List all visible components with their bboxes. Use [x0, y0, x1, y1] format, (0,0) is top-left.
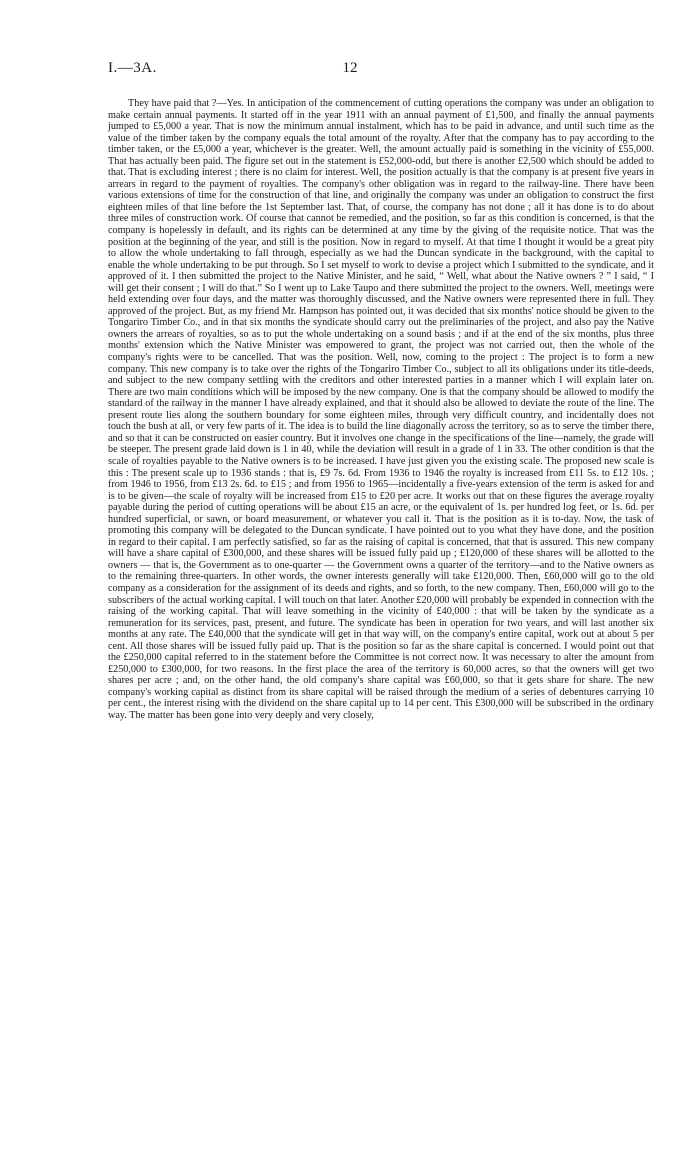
page-number: 12	[342, 60, 358, 76]
document-reference: I.—3A.	[108, 60, 157, 76]
body-paragraph: They have paid that ?—Yes. In anticipation of the commencement of cutting operations the company was under an obligation to make certain annual payments. It started off in the year 1911 with an annual payment of £1,500, and finally the annual payments jumped to £5,000 a year. That is now the minimum annual instalment, which has to be paid in advance, and until such time as the value of the timber taken by the company equals the total amount of the royalty. After that the company has to pay according to the timber taken, or the £5,000 a year, whichever is the greater. Well, the amount actually paid is something in the vicinity of £55,000. That has actually been paid. The figure set out in the statement is £52,000-odd, but there is another £2,500 which should be added to that. That is excluding interest ; there is no claim for interest. Well, the position actually is that the company is at present five years in arrears in regard to the payment of royalties. The company's other obligation was in regard to the railway-line. There have been various extensions of time for the construction of that line, and originally the company was under an obligation to construct the first eighteen miles of that line before the 1st September last. That, of course, the company has not done ; all it has done is to do about three miles of construction work. Of course that cannot be remedied, and the position, so far as this condition is concerned, is that the company is hopelessly in default, and its rights can be determined at any time by the giving of the requisite notice. That was the position at the beginning of the year, and still is the position. Now in regard to myself. At that time I thought it would be a great pity to allow the whole undertaking to fall through, especially as we had the Duncan syndicate in the background, with the capital to enable the whole undertaking to be put through. So I set myself to work to devise a project which I submitted to the syndicate, and it approved of it. I then submitted the project to the Native Minister, and he said, “ Well, what about the Native owners ? ” I said, “ I will get their consent ; I will do that.” So I went up to Lake Taupo and there submitted the project to the owners. Well, meetings were held extending over four days, and the matter was thoroughly discussed, and the Native owners were represented there in full. They approved of the project. But, as my friend Mr. Hampson has pointed out, it was decided that six months' notice should be given to the Tongariro Timber Co., and in that six months the syndicate should carry out the preliminaries of the project, and also pay the Native owners the arrears of royalties, so as to put the whole undertaking on a sound basis ; and if at the end of the six months, plus three months' extension which the Native Minister was empowered to grant, the project was not carried out, then the whole of the company's rights were to be cancelled. That was the position. Well, now, coming to the project : The project is to form a new company. This new company is to take over the rights of the Tongariro Timber Co., subject to all its obligations under its title-deeds, and subject to the new company settling with the creditors and other interested parties in a manner which I will explain later on. There are two main conditions which will be imposed by the new company. One is that the company should be allowed to modify the standard of the railway in the manner I have already explained, and that it should also be allowed to deviate the route of the line. The present route lies along the southern boundary for some eighteen miles, through very difficult country, and incidentally does not touch the bush at all, or very few parts of it. The idea is to build the line diagonally across the territory, so as to serve the timber there, and so that it can be constructed on easier country. But it involves one change in the specifications of the line—namely, the grade will be steeper. The present grade laid down is 1 in 40, while the deviation will result in a grade of 1 in 33. The other condition is that the scale of royalties payable to the Native owners is to be increased. I have just given you the existing scale. The proposed new scale is this : The present scale up to 1936 stands : that is, £9 7s. 6d. From 1936 to 1946 the royalty is increased from £11 5s. to £12 10s. ; from 1946 to 1956, from £13 2s. 6d. to £15 ; and from 1956 to 1965—incidentally a five-years extension of the term is asked for and is to be given—the scale of royalty will be increased from £15 to £20 per acre. It works out that on these figures the average royalty payable during the period of cutting operations will be about £15 an acre, or the equivalent of 1s. per hundred log feet, or 1s. 6d. per hundred superficial, or sawn, or board measurement, or whatever you call it. That is the position as it is to-day. Now, the task of promoting this company will be delegated to the Duncan syndicate. I have pointed out to you what they have done, and the position in regard to their capital. I am perfectly satisfied, so far as the raising of capital is concerned, that that is assured. This new company will have a share capital of £300,000, and these shares will be issued fully paid up ; £120,000 of these shares will be allotted to the owners — that is, the Government as to one-quarter — the Government owns a quarter of the territory—and to the Native owners as to the remaining three-quarters. In other words, the owner interests generally will take £120,000. Then, £60,000 will go to the old company as a consideration for the assignment of its deeds and rights, and so forth, to the new company. Then, £60,000 will go to the subscribers of the actual working capital. I will touch on that later. Another £20,000 will probably be expended in connection with the raising of the working capital. That will leave something in the vicinity of £40,000 : that will be taken by the syndicate as a remuneration for its services, past, present, and future. The syndicate has been in operation for two years, and will last another six months at any rate. The £40,000 that the syndicate will get in that way will, on the company's entire capital, work out at about 5 per cent. All those shares will be issued fully paid up. That is the position so far as the share capital is concerned. I would point out that the £250,000 capital referred to in the statement before the Committee is not correct now. It was necessary to alter the amount from £250,000 to £300,000, for two reasons. In the first place the area of the territory is 60,000 acres, so that the owners will get two shares per acre ; and, on the other hand, the old company's share capital was £60,000, so that it gets share for share. The new company's working capital as distinct from its share capital will be raised through the medium of a series of debentures carrying 10 per cent., the interest rising with the dividend on the share capital up to 14 per cent. This £300,000 will be subscribed in the ordinary way. The matter has been gone into very deeply and very closely,	[108, 98, 654, 721]
page-header	[108, 60, 592, 82]
